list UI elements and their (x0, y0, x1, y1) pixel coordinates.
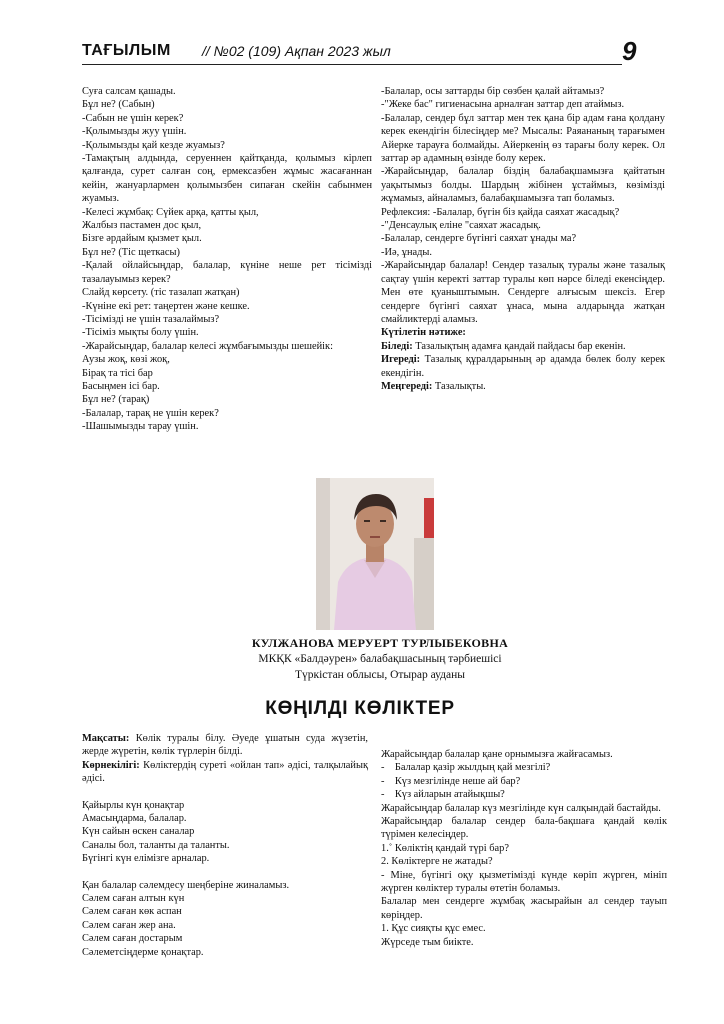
list-item: - Балалар қазір жылдың қай мезгілі? (381, 762, 551, 774)
visual-aids-paragraph (82, 759, 368, 786)
text-paragraph: -Қалай ойлайсыңдар, балалар, күніне неше рет тісімізді тазалауымыз керек? (82, 260, 372, 285)
poem-line: Қан балалар сәлемдесу шеңберіне жиналамыз. (82, 879, 290, 891)
issue-info: // №02 (109) Ақпан 2023 жыл (202, 43, 391, 59)
text-line: Суға салсам қашады. (82, 86, 176, 97)
text-paragraph: Жарайсыңдар балалар күз мезгілінде күн салқындай бастайды. (381, 802, 661, 814)
poem-line: Саналы бол, таланты да таланты. (82, 839, 230, 851)
column-right-top (381, 85, 665, 393)
poem-line: Бүгінгі күн елімізге арналар. (82, 853, 210, 865)
column-left-bottom (82, 732, 368, 959)
text-line: -"Жеке бас" гигиенасына арналған заттар деп атаймыз. (381, 99, 625, 111)
result-masters (381, 380, 665, 393)
page-header (82, 36, 652, 74)
poem-line: Сәлем саған жер ана. (82, 919, 176, 931)
result-masters-label: Меңгереді: (381, 380, 433, 392)
riddle-line: 1. Құс сияқты құс емес. (381, 923, 486, 935)
text-line: Жарайсыңдар балалар қане орнымызға жайғасамыз. (381, 749, 613, 760)
text-line: Бұл не? (тарақ) (82, 394, 150, 406)
list-item-text: Күз мезгілінде неше ай бар? (394, 775, 521, 787)
list-item: - Күз мезгілінде неше ай бар? (381, 775, 521, 787)
author-name: КУЛЖАНОВА МЕРУЕРТ ТУРЛЫБЕКОВНА (251, 636, 509, 650)
text-line: -Қолымызды қай кезде жуамыз? (82, 139, 225, 151)
text-line: -Тісімізді не үшін тазалаймыз? (82, 313, 220, 325)
text-paragraph: Балалар мен сендерге жұмбақ жасырайын ал сендер тауып көріңдер. (381, 896, 667, 921)
numbered-item: 2. Көліктерге не жатады? (381, 856, 493, 868)
results-heading: Күтілетін нәтиже: (381, 327, 466, 339)
text-line: Бізге әрдайым қызмет қыл. (82, 233, 202, 245)
text-line: -Балалар, тарақ не үшін керек? (82, 407, 219, 419)
text-line: Жалбыз пастамен дос қыл, (82, 220, 202, 232)
riddle-line: Жүрседе тым биікте. (381, 936, 474, 948)
text-line: Басыңмен ісі бар. (82, 380, 160, 392)
text-line: Аузы жоқ, көзі жоқ, (82, 354, 170, 366)
column-left-top (82, 85, 372, 434)
text-paragraph: -Жарайсыңдар балалар! Сендер тазалық туралы және тазалық сақтау үшін керекті заттар туралы көп нәрсе біледі екенсіңдер. Мен өте қуаныштымын. Сендерге алғысым шексіз. Егер сендерге бүгінгі саяхат ұнаса, мына алдарыңда жатқан смайликтерді аламыз. (381, 260, 665, 325)
poem-line: Қайырлы күн қонақтар (82, 799, 185, 811)
text-line: -Жарайсыңдар, балалар келесі жұмбағымызды шешейік: (82, 340, 333, 352)
text-line: -Тісіміз мықты болу үшін. (82, 327, 199, 339)
numbered-item: 1.˚ Көліктің қандай түрі бар? (381, 842, 509, 854)
text-line: -Балалар, осы заттарды бір сөзбен қалай айтамыз? (381, 86, 605, 97)
magazine-title: ТАҒЫЛЫМ (82, 42, 171, 59)
article-title: КӨҢІЛДІ КӨЛІКТЕР (265, 698, 455, 719)
poem-line: Сәлем саған көк аспан (82, 906, 182, 918)
spacer (82, 866, 368, 879)
list-item: - Күз айларын атайықшы? (381, 789, 505, 801)
text-line: Бұл не? (Тіс щеткасы) (82, 246, 180, 258)
text-paragraph: - Міне, бүгінгі оқу қызметімізді күнде көріп жүрген, мініп жүрген көліктер туралы өтетін боламыз. (381, 869, 667, 895)
text-line: -"Денсаулық еліне "саяхат жасадық. (381, 220, 541, 232)
result-learns-text: Тазалық құралдарының әр адамда бөлек болу керек екендігін. (381, 354, 665, 379)
poem-line: Сәлеметсіңдерме қонақтар. (82, 946, 204, 958)
spacer (82, 786, 368, 799)
text-line: -Сабын не үшін керек? (82, 112, 184, 124)
text-line: -Қолымызды жуу үшін. (82, 126, 187, 138)
result-knows (381, 340, 665, 353)
visual-aids-text: Көліктердің суреті «ойлан тап» әдісі, талқылайық әдісі. (82, 759, 368, 785)
text-line: Бұл не? (Сабын) (82, 99, 155, 111)
column-right-bottom (381, 748, 667, 949)
goal-paragraph (82, 732, 368, 759)
text-line: Бірақ та тісі бар (82, 367, 153, 379)
visual-aids-label: Көрнекілігі: (82, 759, 140, 771)
text-paragraph: -Жарайсыңдар, балалар біздің балабақшамызға қайтатын уақытымыз болды. Шардың жібінен ұстаймыз, көзімізді жұмамыз, айналамыз, балабақшамызға тап боламыз. (381, 166, 665, 205)
goal-label: Мақсаты: (82, 733, 130, 744)
text-line: -Балалар, сендерге бүгінгі саяхат ұнады ма? (381, 233, 577, 245)
goal-text: Көлік туралы білу. Әуеде ұшатын суда жүзетін, жерде жүретін, көлік түрлерін білді. (82, 733, 368, 758)
author-organization: МКҚК «Балдәурен» балабақшасының тәрбиешісі (258, 653, 502, 665)
text-line: -Күніне екі рет: таңертен және кешке. (82, 300, 250, 312)
text-paragraph: Жарайсыңдар балалар сендер бала-бақшаға қандай көлік түрімен келесіңдер. (381, 816, 667, 841)
header-rule (82, 64, 622, 65)
poem-line: Сәлем саған алтын күн (82, 893, 185, 905)
poem-line: Сәлем саған достарым (82, 933, 183, 945)
list-item-text: Күз айларын атайықшы? (394, 789, 505, 801)
poem-line: Амасыңдарма, балалар. (82, 813, 187, 825)
result-knows-label: Біледі: (381, 340, 413, 352)
text-line: -Келесі жұмбақ: Сүйек арқа, қатты қыл, (82, 206, 259, 218)
author-region: Түркістан облысы, Отырар ауданы (295, 669, 465, 681)
result-knows-text: Тазалықтың адамға қандай пайдасы бар екенін. (412, 340, 626, 352)
text-line: Рефлексия: -Балалар, бүгін біз қайда саяхат жасадық? (381, 206, 620, 218)
poem-line: Күн сайын өскен саналар (82, 826, 195, 838)
text-paragraph: -Балалар, сендер бұл заттар мен тек қана бір адам ғана қолдану керек екендігін білесіңдер ме? Мысалы: Раяананың тарағымен Айерке тарауға болмайды. Айеркенің өз тарағы болу керек. Ол заттар әр адамның өзінде болу керек. (381, 112, 665, 165)
text-paragraph: -Тамақтың алдында, серуеннен қайтқанда, қолымыз кірлеп қалғанда, сурет салған соң, ермексазбен жұмыс жасағаннан кейін, жануарлармен қолымызбен сипаған скейін сабынмен жуамыз. (82, 153, 372, 205)
list-item-text: Балалар қазір жылдың қай мезгілі? (394, 762, 551, 774)
text-line: -Шашымызды тарау үшін. (82, 421, 199, 433)
result-learns (381, 353, 665, 380)
author-photo (316, 478, 434, 630)
text-line: Слайд көрсету. (тіс тазалап жатқан) (82, 287, 240, 299)
text-line: -Иә, ұнады. (381, 246, 433, 258)
page-number: 9 (622, 36, 637, 66)
result-masters-text: Тазалықты. (432, 380, 486, 392)
result-learns-label: Игереді: (381, 354, 421, 366)
